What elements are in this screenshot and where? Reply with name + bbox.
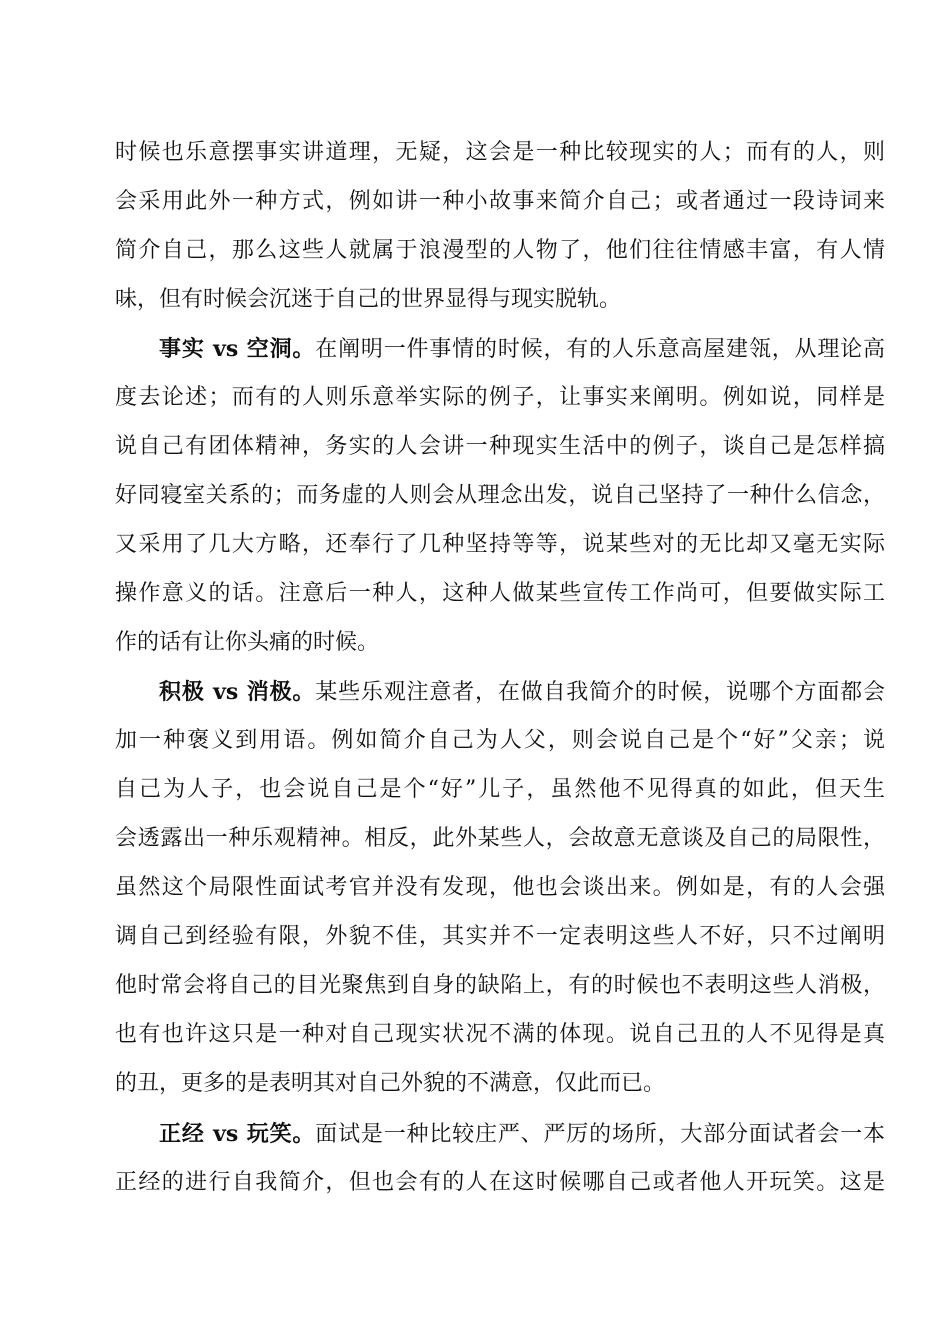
text-line-first <box>159 677 885 708</box>
text-line: 正经的进行自我简介，但也会有的人在这时候哪自己或者他人开玩笑。这是 <box>115 1170 885 1195</box>
text-line: 自己为人子，也会说自己是个“好”儿子，虽然他不见得真的如此，但天生 <box>115 777 885 802</box>
paragraph-text: 面试是一种比较庄严、严厉的场所，大部分面试者会一本 <box>315 1122 885 1147</box>
text-line: 好同寝室关系的；而务虚的人则会从理念出发，说自己坚持了一种什么信念， <box>115 483 885 508</box>
text-line: 味，但有时候会沉迷于自己的世界显得与现实脱轨。 <box>115 287 622 312</box>
text-line: 度去论述；而有的人则乐意举实际的例子，让事实来阐明。例如说，同样是 <box>115 385 885 410</box>
text-line: 他时常会将自己的目光聚焦到自身的缺陷上，有的时候也不表明这些人消极， <box>115 973 885 998</box>
text-line: 操作意义的话。注意后一种人，这种人做某些宣传工作尚可，但要做实际工 <box>115 581 885 606</box>
text-line: 时候也乐意摆事实讲道理，无疑，这会是一种比较现实的人；而有的人，则 <box>115 140 885 165</box>
paragraph-heading: 正经 vs 玩笑。 <box>159 1121 316 1147</box>
text-line: 的丑，更多的是表明其对自己外貌的不满意，仅此而已。 <box>115 1071 666 1096</box>
text-line: 作的话有让你头痛的时候。 <box>115 630 380 655</box>
text-line: 也有也许这只是一种对自己现实状况不满的体现。说自己丑的人不见得是真 <box>115 1022 885 1047</box>
paragraph-text: 某些乐观注意者，在做自我简介的时候，说哪个方面都会 <box>315 680 885 705</box>
text-line: 加一种褒义到用语。例如简介自己为人父，则会说自己是个“好”父亲；说 <box>115 728 885 753</box>
text-line: 虽然这个局限性面试考官并没有发现，他也会谈出来。例如是，有的人会强 <box>115 875 885 900</box>
paragraph-heading: 积极 vs 消极。 <box>159 679 316 705</box>
text-line-first <box>159 334 885 365</box>
text-line: 会采用此外一种方式，例如讲一种小故事来简介自己；或者通过一段诗词来 <box>115 189 885 214</box>
text-line: 会透露出一种乐观精神。相反，此外某些人，会故意无意谈及自己的局限性， <box>115 826 885 851</box>
text-line: 又采用了几大方略，还奉行了几种坚持等等，说某些对的无比却又毫无实际 <box>115 532 885 557</box>
paragraph-text: 在阐明一件事情的时候，有的人乐意高屋建瓴，从理论高 <box>315 337 885 362</box>
text-line-first <box>159 1119 885 1150</box>
paragraph-heading: 事实 vs 空洞。 <box>159 336 316 362</box>
text-line: 简介自己，那么这些人就属于浪漫型的人物了，他们往往情感丰富，有人情 <box>115 238 885 263</box>
text-line: 调自己到经验有限，外貌不佳，其实并不一定表明这些人不好，只不过阐明 <box>115 924 885 949</box>
text-line: 说自己有团体精神，务实的人会讲一种现实生活中的例子，谈自己是怎样搞 <box>115 434 885 459</box>
